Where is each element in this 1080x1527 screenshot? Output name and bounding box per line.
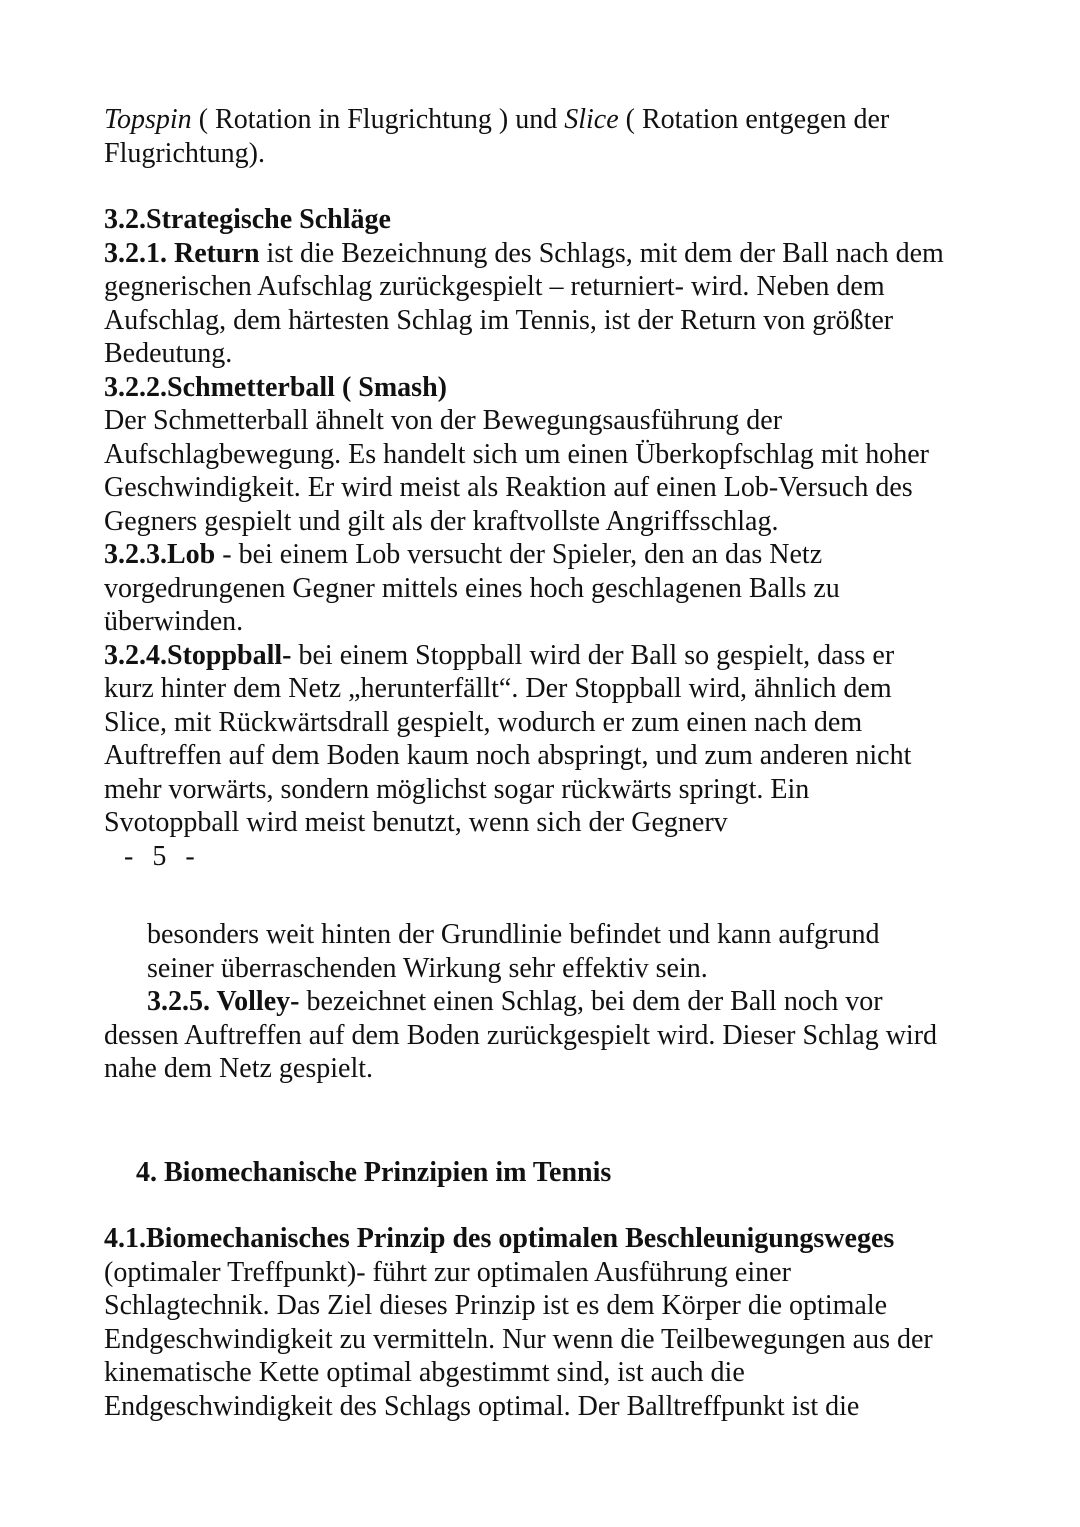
continued-line1: besonders weit hinten der Grundlinie befindet und kann aufgrund (147, 919, 880, 950)
bio-line2: Schlagtechnik. Das Ziel dieses Prinzip ist es dem Körper die optimale (104, 1290, 888, 1321)
volley-line3: nahe dem Netz gespielt. (104, 1053, 374, 1084)
paragraph-spin: Topspin ( Rotation in Flugrichtung ) und Slice ( Rotation entgegen der (104, 104, 890, 135)
smash-line4: Gegners gespielt und gilt als der kraftvollste Angriffsschlag. (104, 505, 779, 537)
lob-label: 3.2.3.Lob (104, 539, 216, 570)
smash-line3: Geschwindigkeit. Er wird meist als Reaktion auf einen Lob-Versuch des (104, 472, 913, 503)
return-line3: Aufschlag, dem härtesten Schlag im Tennis, ist der Return von größter (104, 304, 894, 336)
bio-line1: (optimaler Treffpunkt)- führt zur optimalen Ausführung einer (104, 1256, 791, 1288)
stopp-line3: Slice, mit Rückwärtsdrall gespielt, wodurch er zum einen nach dem (104, 706, 863, 738)
stopp-line4: Auftreffen auf dem Boden kaum noch abspringt, und zum anderen nicht (104, 740, 912, 771)
stopp-line5: mehr vorwärts, sondern möglichst sogar rückwärts springt. Ein (104, 773, 810, 805)
heading-4: 4. Biomechanische Prinzipien im Tennis (136, 1156, 612, 1188)
bio-line3: Endgeschwindigkeit zu vermitteln. Nur wenn die Teilbewegungen aus der (104, 1323, 933, 1355)
lob-line2: vorgedrungenen Gegner mittels eines hoch geschlagenen Balls zu (104, 572, 840, 604)
page-number: - 5 - (124, 840, 201, 872)
heading-3-2: 3.2.Strategische Schläge (104, 204, 391, 235)
term-topspin: Topspin (104, 104, 192, 135)
heading-smash: 3.2.2.Schmetterball ( Smash) (104, 371, 447, 403)
continued-line2: seiner überraschenden Wirkung sehr effektiv sein. (147, 952, 708, 984)
volley-label: 3.2.5. Volley- (147, 986, 300, 1017)
smash-line1: Der Schmetterball ähnelt von der Bewegungsausführung der (104, 405, 783, 436)
stopp-line1: 3.2.4.Stoppball- bei einem Stoppball wird der Ball so gespielt, dass er (104, 639, 895, 671)
bio-line4: kinematische Kette optimal abgestimmt sind, ist auch die (104, 1357, 745, 1388)
return-line1: 3.2.1. Return ist die Bezeichnung des Schlags, mit dem der Ball nach dem (104, 237, 944, 269)
term-slice: Slice (564, 104, 619, 135)
document-page (104, 103, 1004, 1423)
stopp-label: 3.2.4.Stoppball- (104, 639, 292, 671)
return-label: 3.2.1. Return (104, 237, 260, 269)
lob-line3: überwinden. (104, 606, 244, 637)
heading-4-1: 4.1.Biomechanisches Prinzip des optimalen Beschleunigungsweges (104, 1223, 895, 1254)
lob-line1: 3.2.3.Lob - bei einem Lob versucht der Spieler, den an das Netz (104, 539, 823, 570)
paragraph-spin-line2: Flugrichtung). (104, 137, 265, 169)
volley-line2: dessen Auftreffen auf dem Boden zurückgespielt wird. Dieser Schlag wird (104, 1019, 938, 1051)
volley-line1: 3.2.5. Volley- bezeichnet einen Schlag, bei dem der Ball noch vor (147, 986, 883, 1017)
stopp-line6: Svotoppball wird meist benutzt, wenn sich der Gegnerv (104, 807, 728, 838)
smash-line2: Aufschlagbewegung. Es handelt sich um einen Überkopfschlag mit hoher (104, 438, 930, 470)
return-line4: Bedeutung. (104, 338, 233, 369)
stopp-line2: kurz hinter dem Netz „herunterfällt“. Der Stoppball wird, ähnlich dem (104, 673, 892, 704)
bio-line5: Endgeschwindigkeit des Schlags optimal. Der Balltreffpunkt ist die (104, 1390, 860, 1422)
return-line2: gegnerischen Aufschlag zurückgespielt – returniert- wird. Neben dem (104, 271, 885, 302)
